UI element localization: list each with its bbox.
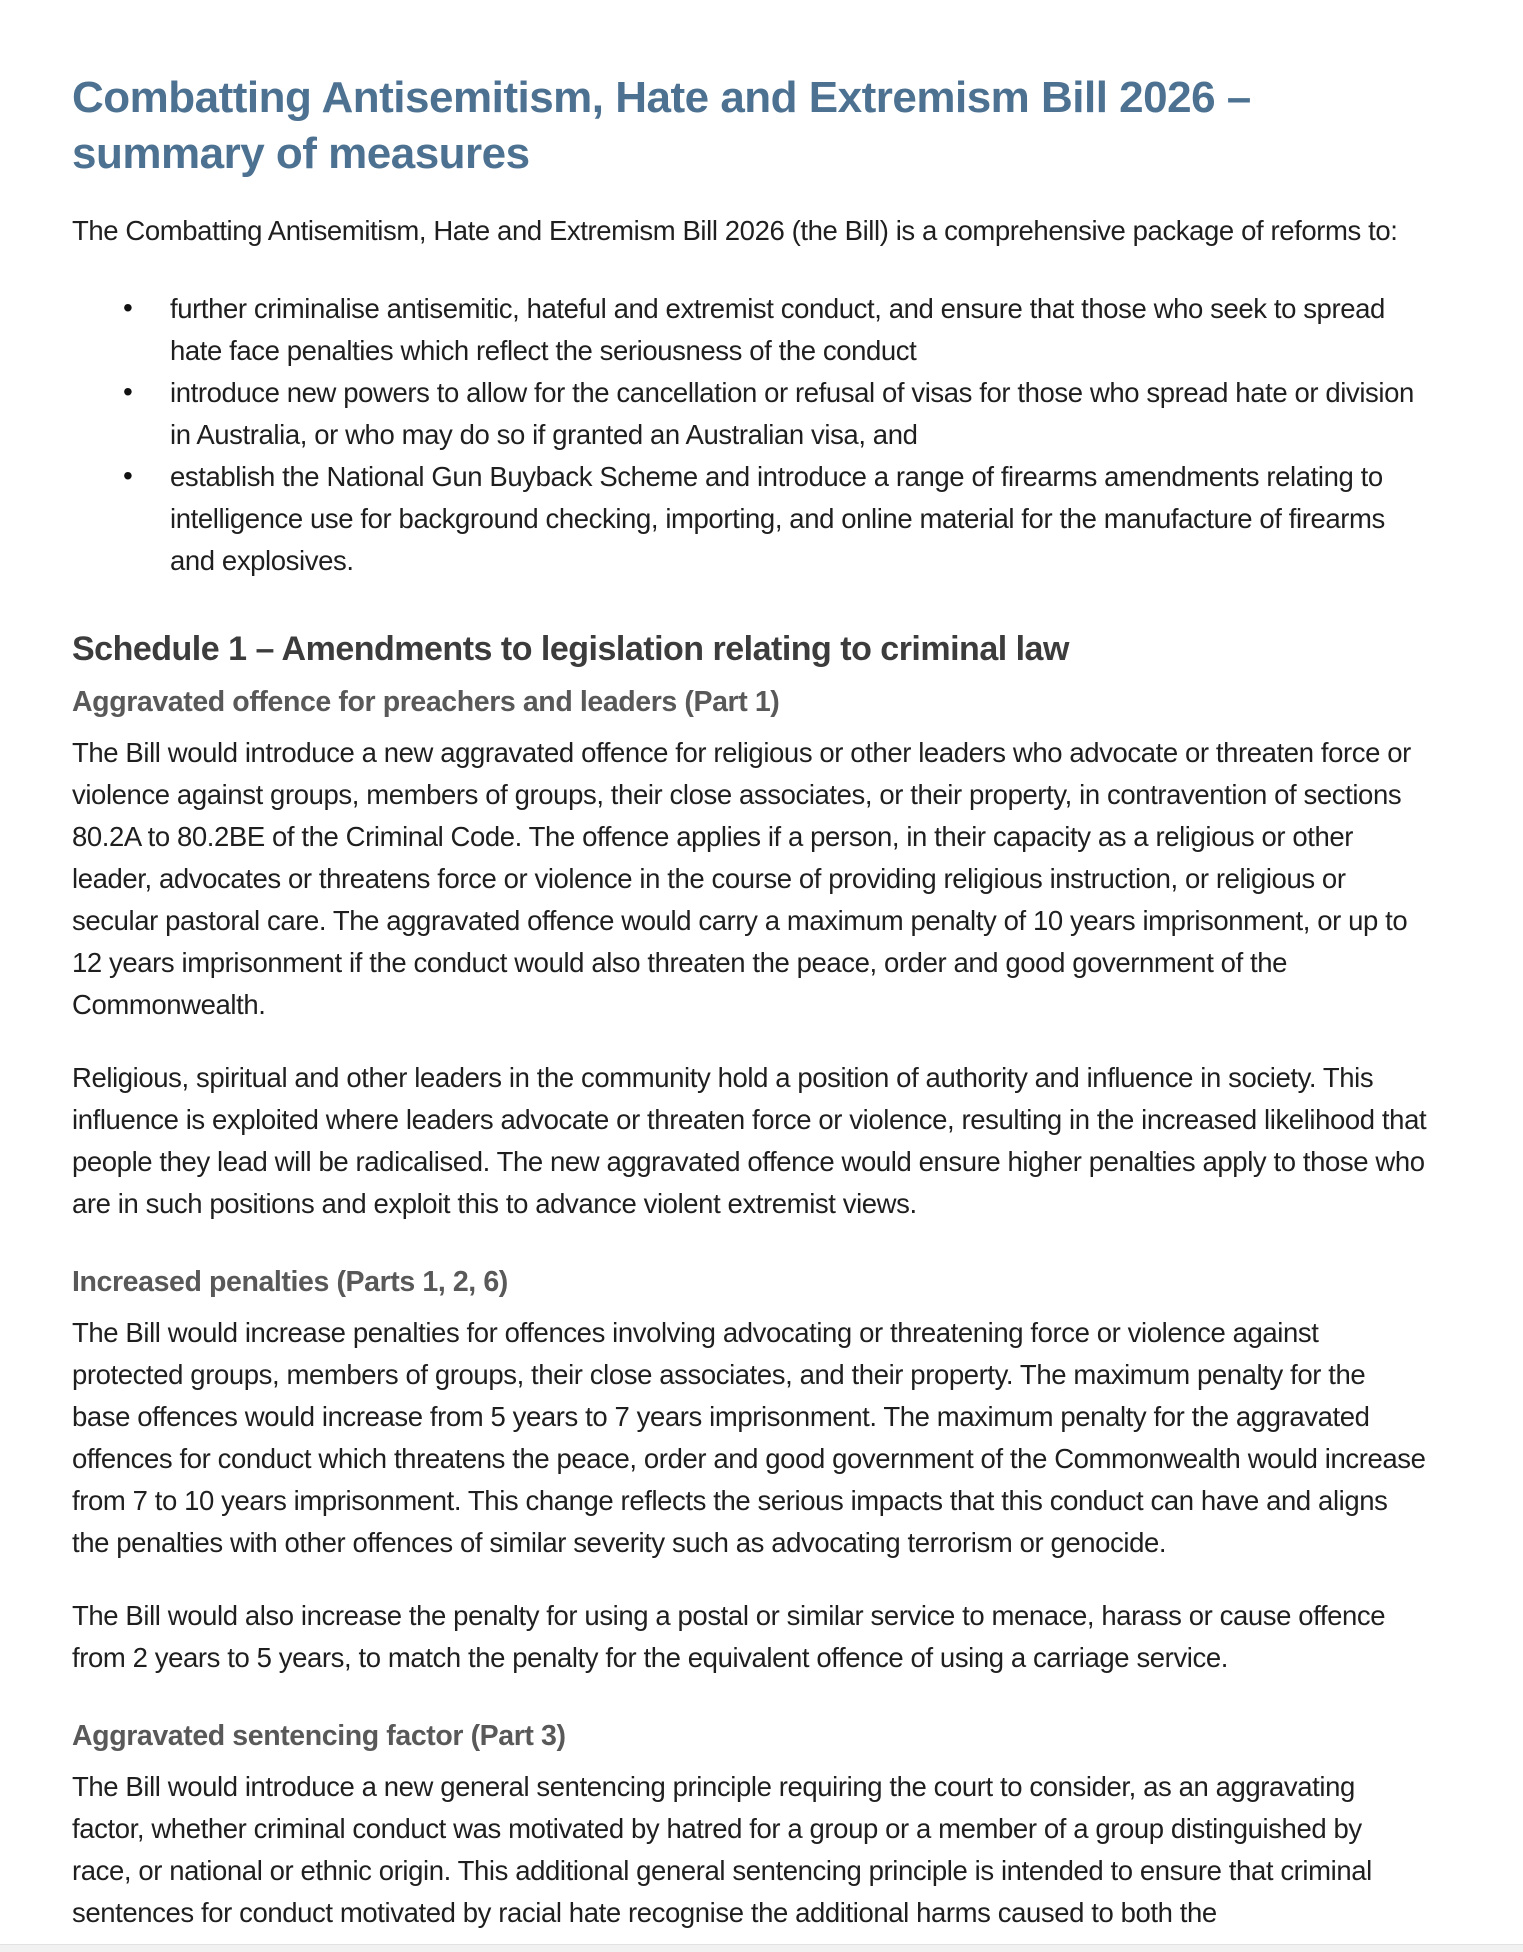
page-title xyxy=(72,70,1427,182)
subsection-heading-aggravated-sentencing: Aggravated sentencing factor (Part 3) xyxy=(72,1720,566,1752)
subsection-heading-increased-penalties: Increased penalties (Parts 1, 2, 6) xyxy=(72,1266,508,1298)
list-item-text: further criminalise antisemitic, hateful and extremist conduct, and ensure that those who seek to spread hate face penalties which reflect the seriousness of the conduct xyxy=(170,293,1385,366)
list-item xyxy=(123,372,1427,456)
page-title-line-2: summary of measures xyxy=(72,129,530,178)
bullet-icon: • xyxy=(123,376,133,407)
bullet-icon: • xyxy=(123,460,133,491)
paragraph: Religious, spiritual and other leaders in the community hold a position of authority and influence in society. This influence is exploited where leaders advocate or threaten force or violence, resulting in the increased likelihood that people they lead will be radicalised. The new aggravated offence would ensure higher penalties apply to those who are in such positions and exploit this to advance violent extremist views. xyxy=(72,1062,1427,1219)
list-item xyxy=(123,288,1427,372)
paragraph: The Bill would introduce a new general sentencing principle requiring the court to consider, as an aggravating factor, whether criminal conduct was motivated by hatred for a group or a member of a group distinguished by race, or national or ethnic origin. This additional general sentencing principle is intended to ensure that criminal sentences for conduct motivated by racial hate recognise the additional harms caused to both the xyxy=(72,1771,1372,1928)
intro-paragraph: The Combatting Antisemitism, Hate and Extremism Bill 2026 (the Bill) is a comprehensive package of reforms to: xyxy=(72,215,1398,246)
paragraph: The Bill would increase penalties for offences involving advocating or threatening force or violence against protected groups, members of groups, their close associates, and their property. The maximum penalty for the base offences would increase from 5 years to 7 years imprisonment. The maximum penalty for the aggravated offences for conduct which threatens the peace, order and good government of the Commonwealth would increase from 7 to 10 years imprisonment. This change reflects the serious impacts that this conduct can have and aligns the penalties with other offences of similar severity such as advocating terrorism or genocide. xyxy=(72,1317,1426,1558)
page-bottom-edge xyxy=(0,1944,1523,1952)
measures-list xyxy=(72,288,1427,582)
list-item-text: introduce new powers to allow for the cancellation or refusal of visas for those who spread hate or division in Australia, or who may do so if granted an Australian visa, and xyxy=(170,377,1414,450)
list-item xyxy=(123,456,1427,582)
paragraph: The Bill would also increase the penalty for using a postal or similar service to menace, harass or cause offence from 2 years to 5 years, to match the penalty for the equivalent offence of using a carriage service. xyxy=(72,1600,1386,1673)
paragraph: The Bill would introduce a new aggravated offence for religious or other leaders who advocate or threaten force or violence against groups, members of groups, their close associates, or their property, in contravention of sections 80.2A to 80.2BE of the Criminal Code. The offence applies if a person, in their capacity as a religious or other leader, advocates or threatens force or violence in the course of providing religious instruction, or religious or secular pastoral care. The aggravated offence would carry a maximum penalty of 10 years imprisonment, or up to 12 years imprisonment if the conduct would also threaten the peace, order and good government of the Commonwealth. xyxy=(72,737,1411,1020)
page-title-line-1: Combatting Antisemitism, Hate and Extremism Bill 2026 – xyxy=(72,73,1251,122)
bullet-icon: • xyxy=(123,292,133,323)
section-heading-schedule-1: Schedule 1 – Amendments to legislation relating to criminal law xyxy=(72,630,1069,668)
subsection-heading-aggravated-offence: Aggravated offence for preachers and leaders (Part 1) xyxy=(72,686,780,718)
list-item-text: establish the National Gun Buyback Scheme and introduce a range of firearms amendments relating to intelligence use for background checking, importing, and online material for the manufacture of firearms and explosives. xyxy=(170,461,1385,576)
